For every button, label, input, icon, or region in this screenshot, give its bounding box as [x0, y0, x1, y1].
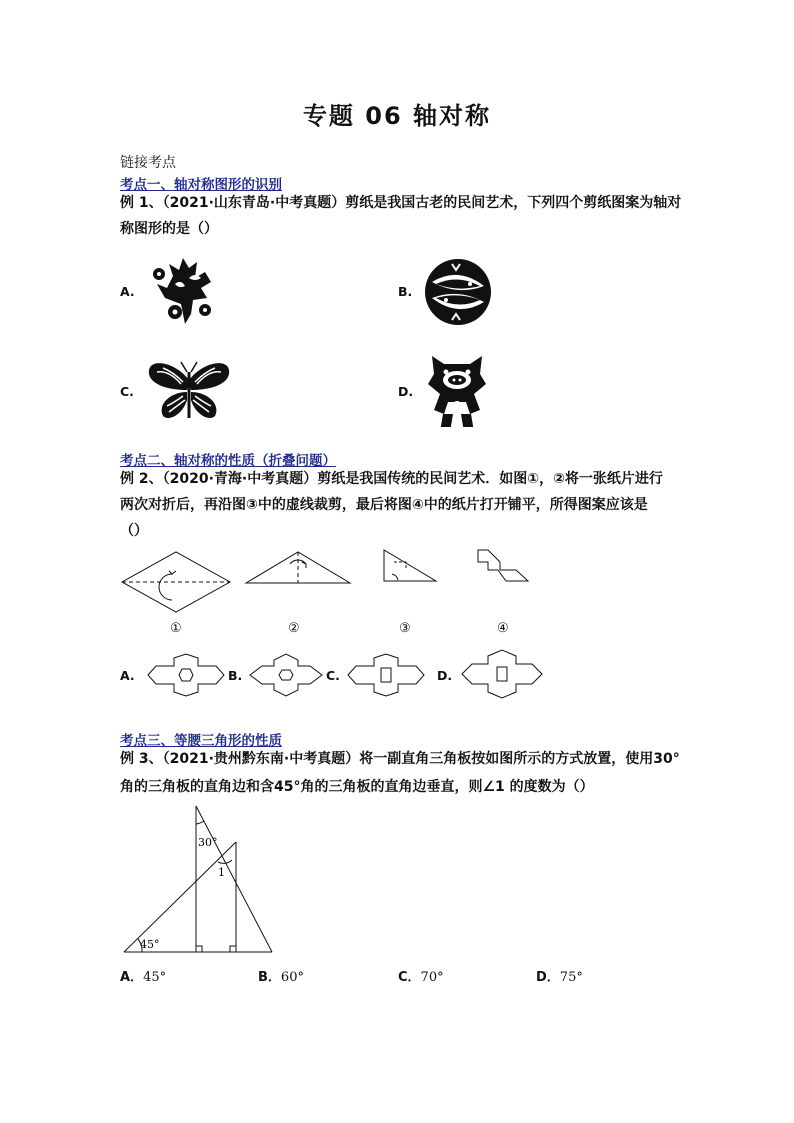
q1-line-1: 例 1、（2021·山东青岛·中考真题）剪纸是我国古老的民间艺术，下列四个剪纸图案为轴对 — [120, 195, 682, 211]
section-2-heading: 考点二、轴对称的性质（折叠问题） — [120, 453, 336, 469]
angle-1-label: 1 — [218, 866, 225, 879]
intro-text: 链接考点 — [120, 155, 176, 171]
q1-option-c-label: C. — [120, 384, 134, 399]
bird-plum-papercut-icon — [145, 254, 225, 326]
triangle-set-square-figure — [120, 802, 280, 958]
q2-option-d-figure — [460, 648, 544, 700]
section-1-heading: 考点一、轴对称图形的识别 — [120, 177, 282, 193]
fish-circle-papercut-icon — [422, 258, 494, 326]
step-1-number: ① — [170, 621, 182, 636]
step-2-number: ② — [288, 621, 300, 636]
q1-option-a-label: A. — [120, 284, 135, 299]
q2-line-2: 两次对折后，再沿图③中的虚线裁剪，最后将图④中的纸片打开铺平，所得图案应该是 — [120, 497, 648, 513]
q2-line-3: （） — [120, 523, 148, 539]
q2-option-d-label: D. — [437, 668, 453, 683]
q2-option-c-label: C. — [326, 668, 340, 683]
q3-answer-d: D．75° — [536, 970, 583, 985]
fold-step-3-cut-triangle — [380, 548, 440, 584]
angle-30-label: 30° — [198, 836, 218, 849]
q1-option-b-label: B. — [398, 284, 413, 299]
fold-step-2-triangle — [244, 550, 352, 586]
q3-answer-c: C．70° — [398, 970, 444, 985]
q1-option-d-label: D. — [398, 384, 414, 399]
step-4-number: ④ — [497, 621, 509, 636]
q2-option-c-figure — [346, 652, 426, 698]
section-3-heading: 考点三、等腰三角形的性质 — [120, 733, 282, 749]
step-3-number: ③ — [399, 621, 411, 636]
q3-line-2: 角的三角板的直角边和含45°角的三角板的直角边垂直，则∠1 的度数为（） — [120, 779, 594, 795]
fold-step-1-rhombus — [120, 550, 232, 614]
q2-option-b-label: B. — [228, 668, 243, 683]
q2-option-b-figure — [248, 652, 324, 698]
angle-45-label: 45° — [140, 938, 160, 951]
q1-line-2: 称图形的是（） — [120, 221, 218, 237]
q3-answer-a: A．45° — [120, 970, 167, 985]
q3-line-1: 例 3、（2021·贵州黔东南·中考真题）将一副直角三角板按如图所示的方式放置，使用30° — [120, 751, 680, 767]
q2-option-a-figure — [146, 652, 226, 698]
pig-papercut-icon — [424, 350, 490, 430]
q2-line-1: 例 2、（2020·青海·中考真题）剪纸是我国传统的民间艺术．如图①，②将一张纸片进行 — [120, 471, 663, 487]
fold-step-4-paper-piece — [474, 548, 530, 584]
page-title: 专题 06 轴对称 — [302, 102, 492, 130]
q3-answer-b: B．60° — [258, 970, 304, 985]
butterfly-papercut-icon — [145, 360, 233, 422]
q2-option-a-label: A. — [120, 668, 135, 683]
